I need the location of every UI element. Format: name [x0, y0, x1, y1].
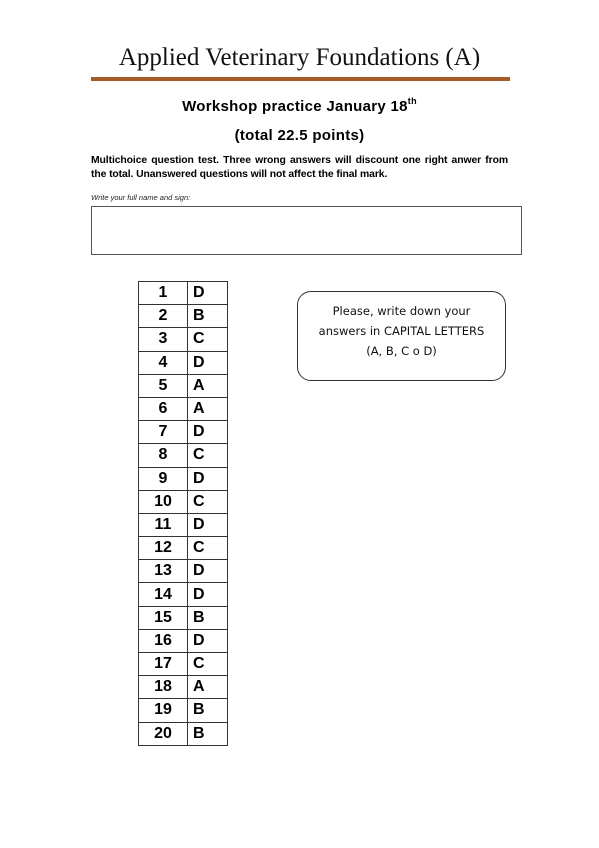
question-number: 6 [139, 397, 188, 420]
answer-row [139, 722, 228, 745]
answer-row [139, 629, 228, 652]
answer-table [138, 281, 228, 746]
subtitle-text: Workshop practice January 18 [182, 98, 408, 115]
answer-row [139, 467, 228, 490]
answer-cell[interactable]: D [188, 467, 228, 490]
answer-cell[interactable]: B [188, 722, 228, 745]
answer-cell[interactable]: C [188, 537, 228, 560]
answer-cell[interactable]: B [188, 606, 228, 629]
answer-cell[interactable]: D [188, 351, 228, 374]
answer-cell[interactable]: C [188, 328, 228, 351]
answer-cell[interactable]: B [188, 699, 228, 722]
question-number: 3 [139, 328, 188, 351]
document-title: Applied Veterinary Foundations (A) [118, 44, 481, 71]
answer-row [139, 351, 228, 374]
answer-cell[interactable]: D [188, 282, 228, 305]
subtitle-superscript: th [407, 96, 417, 106]
answer-row [139, 444, 228, 467]
question-number: 15 [139, 606, 188, 629]
question-number: 13 [139, 560, 188, 583]
question-number: 14 [139, 583, 188, 606]
question-number: 10 [139, 490, 188, 513]
title-underline [91, 77, 510, 81]
answer-row [139, 374, 228, 397]
answer-cell[interactable]: C [188, 490, 228, 513]
answer-row [139, 583, 228, 606]
note-line-3: (A, B, C o D) [366, 344, 437, 358]
answer-cell[interactable]: A [188, 397, 228, 420]
name-field-label: Write your full name and sign: [91, 193, 191, 202]
answer-row [139, 676, 228, 699]
answer-cell[interactable]: D [188, 421, 228, 444]
question-number: 20 [139, 722, 188, 745]
question-number: 18 [139, 676, 188, 699]
document-subtitle [0, 96, 599, 115]
total-points: (total 22.5 points) [234, 127, 365, 144]
question-number: 12 [139, 537, 188, 560]
instructions-text: Multichoice question test. Three wrong answers will discount one right anwer from the total. Unanswered questions will not affect the final mark. [91, 155, 508, 180]
answer-row [139, 653, 228, 676]
answer-row [139, 513, 228, 536]
answer-cell[interactable]: B [188, 305, 228, 328]
question-number: 17 [139, 653, 188, 676]
answer-cell[interactable]: C [188, 444, 228, 467]
question-number: 19 [139, 699, 188, 722]
answer-cell[interactable]: D [188, 629, 228, 652]
question-number: 9 [139, 467, 188, 490]
answer-row [139, 397, 228, 420]
answer-row [139, 699, 228, 722]
answer-row [139, 421, 228, 444]
name-field[interactable] [91, 206, 522, 255]
question-number: 7 [139, 421, 188, 444]
answer-row [139, 537, 228, 560]
answer-cell[interactable]: A [188, 374, 228, 397]
answer-cell[interactable]: D [188, 560, 228, 583]
question-number: 8 [139, 444, 188, 467]
question-number: 5 [139, 374, 188, 397]
answer-cell[interactable]: D [188, 583, 228, 606]
answer-row [139, 490, 228, 513]
answer-row [139, 282, 228, 305]
question-number: 1 [139, 282, 188, 305]
question-number: 4 [139, 351, 188, 374]
answer-cell[interactable]: A [188, 676, 228, 699]
note-line-2: answers in CAPITAL LETTERS [318, 324, 485, 338]
note-line-1: Please, write down your [332, 304, 471, 318]
answer-cell[interactable]: C [188, 653, 228, 676]
answer-row [139, 560, 228, 583]
instruction-note-box [297, 291, 506, 381]
question-number: 11 [139, 513, 188, 536]
answer-row [139, 606, 228, 629]
question-number: 16 [139, 629, 188, 652]
question-number: 2 [139, 305, 188, 328]
answer-cell[interactable]: D [188, 513, 228, 536]
answer-row [139, 305, 228, 328]
answer-row [139, 328, 228, 351]
